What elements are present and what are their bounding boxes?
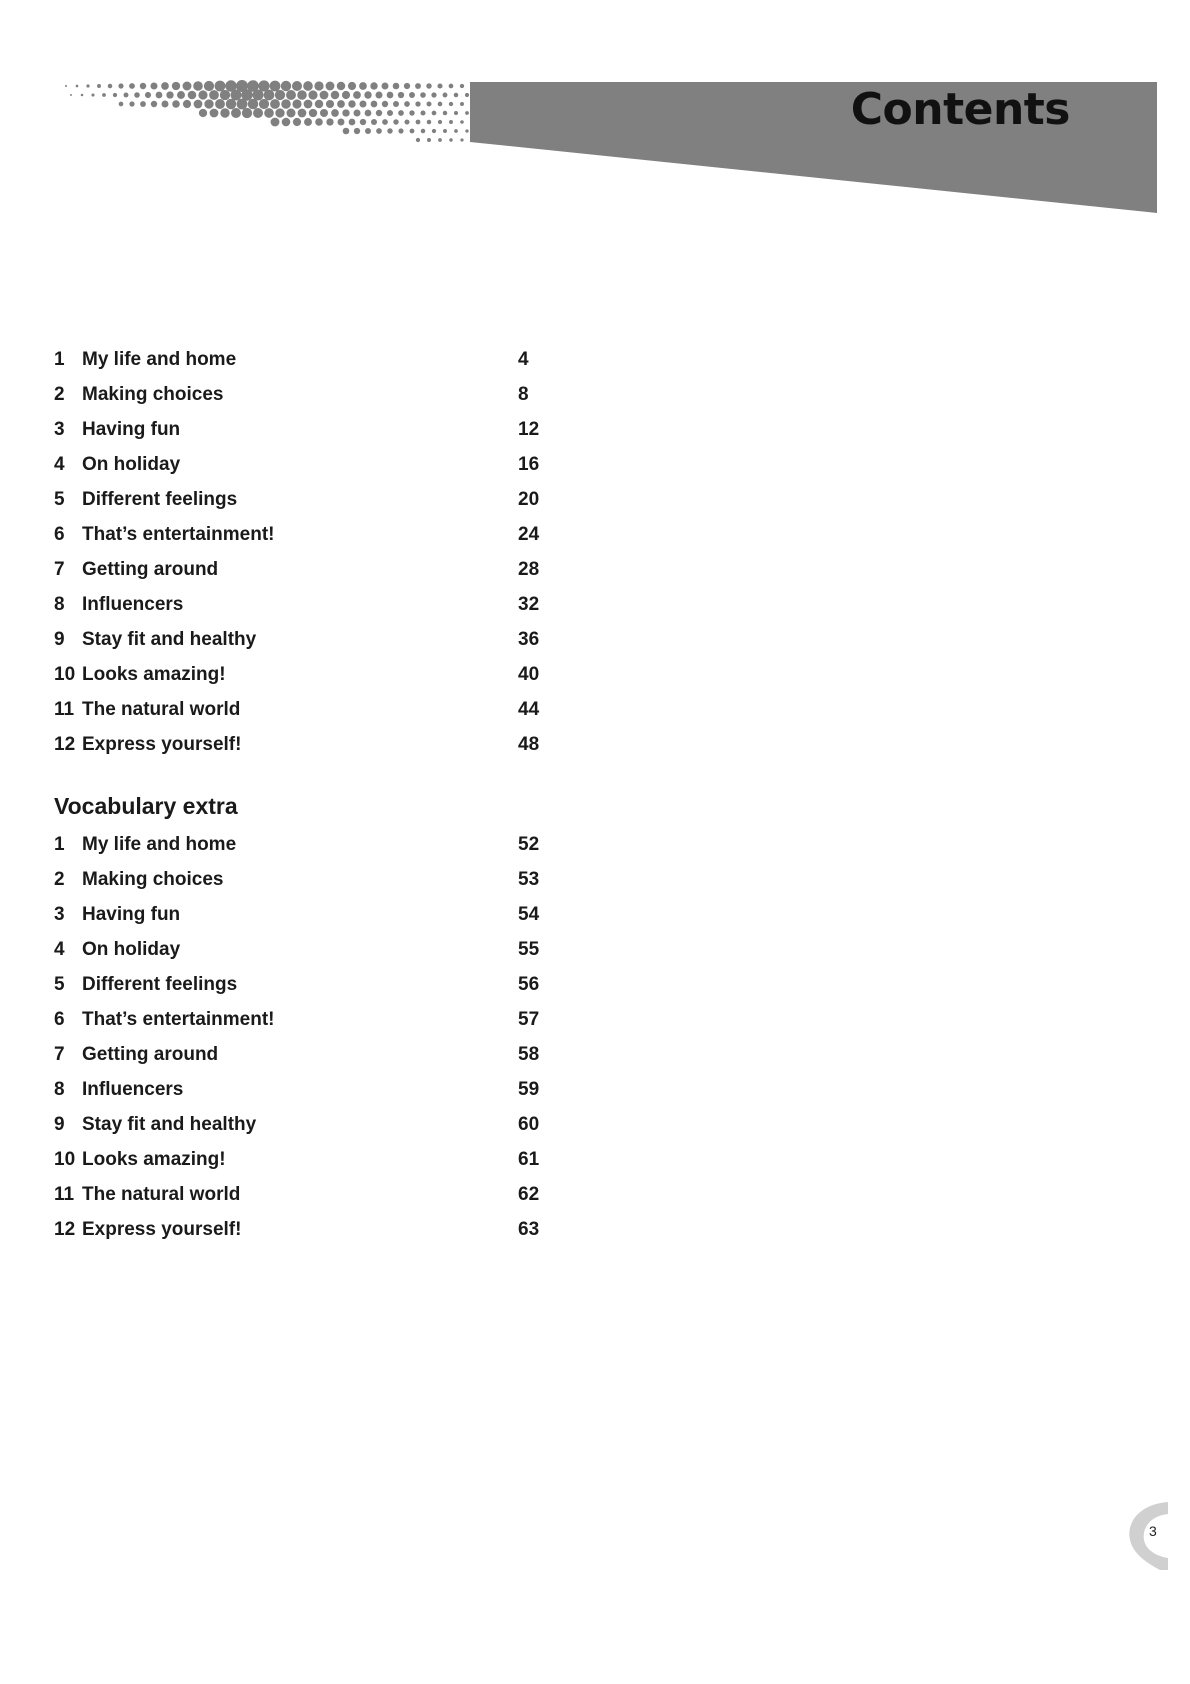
entry-title: Making choices: [82, 384, 224, 405]
units-list: [54, 346, 554, 766]
vocabulary-extra-list: [54, 831, 554, 1251]
entry-number: 12: [54, 734, 76, 755]
entry-number: 4: [54, 454, 65, 475]
page-number: 3: [1149, 1523, 1157, 1539]
entry-title: The natural world: [82, 699, 241, 720]
toc-entry: [54, 1006, 554, 1041]
entry-title: That’s entertainment!: [82, 524, 275, 545]
toc-entry: [54, 731, 554, 766]
entry-page-number: 16: [518, 454, 540, 475]
entry-title: On holiday: [82, 939, 181, 960]
entry-title: On holiday: [82, 454, 181, 475]
entry-number: 4: [54, 939, 65, 960]
toc-entry: [54, 1076, 554, 1111]
toc-entry: [54, 626, 554, 661]
entry-page-number: 48: [518, 734, 540, 755]
entry-title: Influencers: [82, 594, 184, 615]
entry-page-number: 59: [518, 1079, 540, 1100]
entry-number: 8: [54, 594, 65, 615]
entry-page-number: 61: [518, 1149, 540, 1170]
halftone-dots: [65, 80, 534, 142]
entry-number: 7: [54, 559, 65, 580]
toc-entry: [54, 591, 554, 626]
entry-title: Having fun: [82, 904, 181, 925]
entry-page-number: 12: [518, 419, 540, 440]
entry-number: 2: [54, 384, 65, 405]
toc-entry: [54, 1146, 554, 1181]
entry-number: 1: [54, 834, 65, 855]
toc-entry: [54, 486, 554, 521]
entry-title: Stay fit and healthy: [82, 1114, 257, 1135]
entry-page-number: 58: [518, 1044, 540, 1065]
entry-title: Looks amazing!: [82, 664, 226, 685]
entry-title: Influencers: [82, 1079, 184, 1100]
toc-entry: [54, 866, 554, 901]
toc-entry: [54, 661, 554, 696]
toc-entry: [54, 381, 554, 416]
entry-title: Getting around: [82, 1044, 219, 1065]
entry-title: The natural world: [82, 1184, 241, 1205]
entry-title: Different feelings: [82, 489, 238, 510]
toc-entry: [54, 451, 554, 486]
entry-page-number: 28: [518, 559, 540, 580]
entry-title: Express yourself!: [82, 734, 242, 755]
entry-title: My life and home: [82, 834, 237, 855]
toc-entry: [54, 1216, 554, 1251]
entry-number: 11: [54, 1184, 75, 1205]
entry-page-number: 53: [518, 869, 540, 890]
entry-title: Making choices: [82, 869, 224, 890]
entry-page-number: 52: [518, 834, 540, 855]
vocabulary-extra-heading: Vocabulary extra: [54, 793, 238, 819]
entry-number: 5: [54, 974, 65, 995]
entry-page-number: 60: [518, 1114, 540, 1135]
entry-title: Stay fit and healthy: [82, 629, 257, 650]
entry-number: 10: [54, 1149, 76, 1170]
entry-page-number: 44: [518, 699, 540, 720]
toc-entry: [54, 971, 554, 1006]
entry-title: Getting around: [82, 559, 219, 580]
entry-title: Having fun: [82, 419, 181, 440]
entry-page-number: 54: [518, 904, 540, 925]
entry-title: That’s entertainment!: [82, 1009, 275, 1030]
toc-entry: [54, 556, 554, 591]
entry-page-number: 63: [518, 1219, 540, 1240]
entry-page-number: 40: [518, 664, 540, 685]
entry-page-number: 62: [518, 1184, 540, 1205]
entry-page-number: 8: [518, 384, 529, 405]
toc-entry: [54, 1111, 554, 1146]
table-of-contents: [54, 346, 554, 1251]
entry-page-number: 56: [518, 974, 540, 995]
entry-page-number: 20: [518, 489, 540, 510]
entry-page-number: 24: [518, 524, 540, 545]
entry-number: 1: [54, 349, 65, 370]
entry-number: 9: [54, 1114, 65, 1135]
entry-number: 2: [54, 869, 65, 890]
entry-number: 10: [54, 664, 76, 685]
toc-entry: [54, 1041, 554, 1076]
page-number-tab: [1120, 1500, 1168, 1572]
entry-page-number: 57: [518, 1009, 540, 1030]
toc-entry: [54, 521, 554, 556]
entry-title: Express yourself!: [82, 1219, 242, 1240]
entry-number: 3: [54, 419, 65, 440]
entry-page-number: 55: [518, 939, 540, 960]
entry-title: Looks amazing!: [82, 1149, 226, 1170]
entry-number: 6: [54, 1009, 65, 1030]
page-title: Contents: [850, 84, 1070, 135]
entry-number: 5: [54, 489, 65, 510]
entry-number: 8: [54, 1079, 65, 1100]
entry-page-number: 32: [518, 594, 540, 615]
toc-entry: [54, 901, 554, 936]
toc-entry: [54, 831, 554, 866]
entry-number: 9: [54, 629, 65, 650]
toc-entry: [54, 1181, 554, 1216]
entry-title: My life and home: [82, 349, 237, 370]
toc-entry: [54, 936, 554, 971]
toc-entry: [54, 696, 554, 731]
entry-number: 3: [54, 904, 65, 925]
entry-page-number: 4: [518, 349, 529, 370]
toc-entry: [54, 346, 554, 381]
toc-entry: [54, 416, 554, 451]
entry-page-number: 36: [518, 629, 540, 650]
entry-number: 6: [54, 524, 65, 545]
entry-number: 11: [54, 699, 75, 720]
entry-number: 12: [54, 1219, 76, 1240]
entry-title: Different feelings: [82, 974, 238, 995]
entry-number: 7: [54, 1044, 65, 1065]
